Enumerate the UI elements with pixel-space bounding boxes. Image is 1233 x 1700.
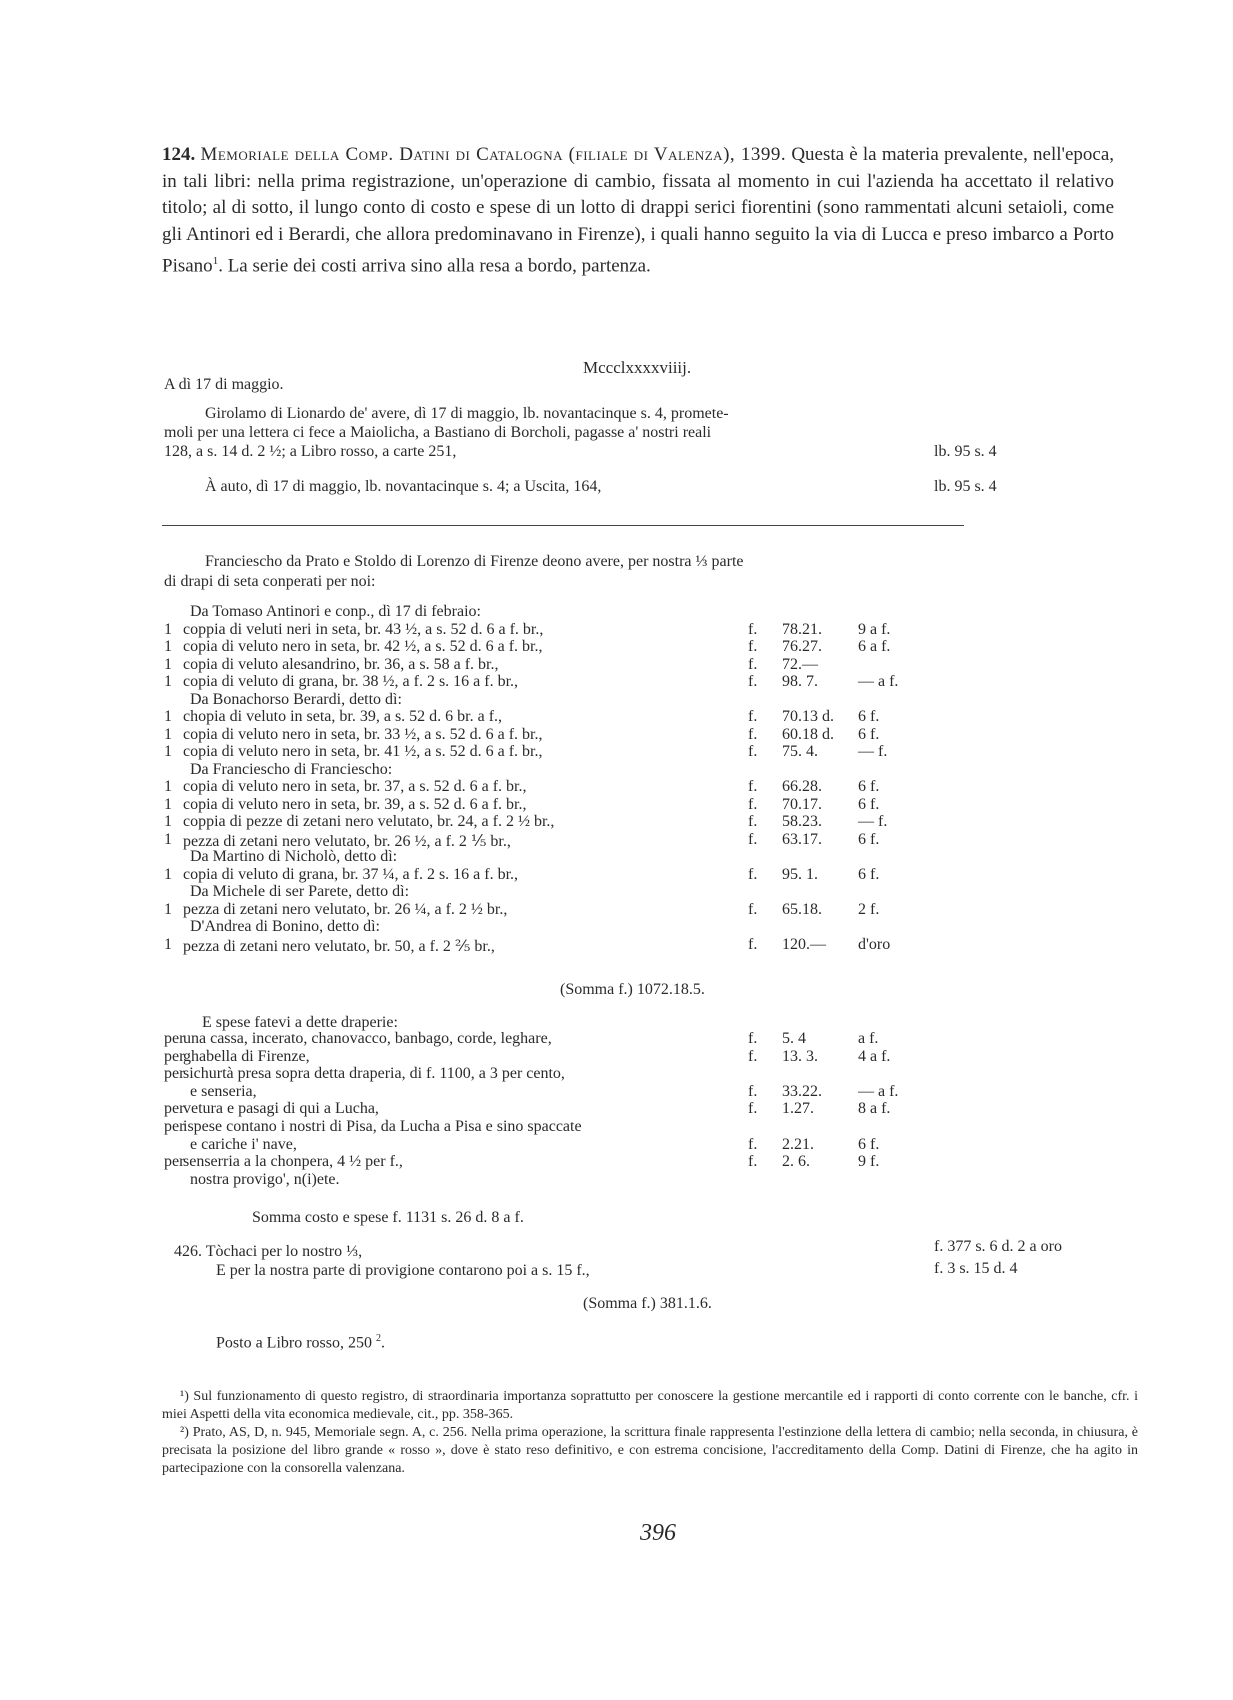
account-row-qty: 1 xyxy=(164,743,172,760)
spese-row-description: nostra provigo', n(i)ete. xyxy=(190,1170,340,1188)
spese-row-description: una cassa, incerato, chanovacco, banbago, corde, leghare, xyxy=(183,1030,552,1047)
spese-row-qty: per xyxy=(164,1118,185,1135)
account-row-qty: 1 xyxy=(164,620,172,638)
spese-row-denom: 8 a f. xyxy=(858,1100,891,1118)
spese-total: Somma costo e spese f. 1131 s. 26 d. 8 a f. xyxy=(252,1209,524,1226)
spese-row-currency: f. xyxy=(748,1047,758,1065)
entry-number: 124. xyxy=(162,144,196,165)
spese-row-qty: per xyxy=(164,1153,185,1171)
account-row-denom: 9 a f. xyxy=(858,620,891,638)
account-row-description: copia di veluto nero in seta, br. 37, a s. 52 d. 6 a f. br., xyxy=(183,778,527,795)
spese-row-denom: 6 f. xyxy=(858,1135,880,1153)
spese-row-denom: a f. xyxy=(858,1030,879,1047)
account-row-qty: 1 xyxy=(164,813,172,830)
account-row-qty: 1 xyxy=(164,830,172,848)
spese-heading: E spese fatevi a dette draperie: xyxy=(202,1014,398,1031)
spese-row-currency: f. xyxy=(748,1030,758,1047)
account-row-amount: 65.18. xyxy=(782,900,822,918)
year-heading: Mccclxxxxviiij. xyxy=(583,358,692,377)
account-row-denom: — a f. xyxy=(858,673,899,690)
account-row-amount: 66.28. xyxy=(782,778,822,795)
account-row-amount: 72.— xyxy=(782,655,818,673)
spese-row-description: ispese contano i nostri di Pisa, da Lucha a Pisa e sino spaccate xyxy=(183,1118,582,1135)
spese-row-qty: per xyxy=(164,1065,185,1083)
closing-amount2: f. 3 s. 15 d. 4 xyxy=(934,1260,1018,1277)
account-row-currency: f. xyxy=(748,795,758,813)
account-row-denom: — f. xyxy=(858,813,888,830)
closing-line2: E per la nostra parte di provigione contarono poi a s. 15 f., xyxy=(216,1262,590,1279)
account-row-denom: 6 f. xyxy=(858,778,880,795)
account-row-description: Da Bonachorso Berardi, detto dì: xyxy=(190,690,402,708)
spese-row-amount: 5. 4 xyxy=(782,1030,806,1047)
intro-paragraph xyxy=(162,142,1114,280)
spese-row-currency: f. xyxy=(748,1135,758,1153)
account-row-currency: f. xyxy=(748,673,758,690)
account-row-description: Da Martino di Nicholò, detto dì: xyxy=(190,848,398,865)
spese-row-qty: per xyxy=(164,1030,185,1047)
entry1-line2: moli per una lettera ci fece a Maiolicha, a Bastiano di Borcholi, pagasse a' nostri reali xyxy=(164,424,712,441)
spese-row-description: ghabella di Firenze, xyxy=(183,1047,310,1065)
intro-text-end: . La serie dei costi arriva sino alla resa a bordo, partenza. xyxy=(218,255,651,277)
account-row-description: copia di veluto alesandrino, br. 36, a s. 58 a f. br., xyxy=(183,655,499,673)
account-row-denom: 6 f. xyxy=(858,865,880,883)
footnote-ref-2[interactable]: 2 xyxy=(376,1333,381,1344)
account-row-denom: 6 f. xyxy=(858,795,880,813)
account-row-currency: f. xyxy=(748,620,758,638)
account-row-denom: d'oro xyxy=(858,935,891,953)
account-row-description: Da Michele di ser Parete, detto dì: xyxy=(190,883,410,900)
entry1-line1: Girolamo di Lionardo de' avere, dì 17 di maggio, lb. novantacinque s. 4, promete- xyxy=(205,405,729,422)
account-row-currency: f. xyxy=(748,900,758,918)
account-row-description: chopia di veluto in seta, br. 39, a s. 52 d. 6 br. a f., xyxy=(183,708,503,725)
account-row-description: Da Tomaso Antinori e conp., dì 17 di febraio: xyxy=(190,603,481,620)
footnote-ref-1[interactable]: 1 xyxy=(212,255,219,267)
spese-row-amount: 33.22. xyxy=(782,1082,822,1100)
account-row-description: copia di veluto nero in seta, br. 42 ½, a s. 52 d. 6 a f. br., xyxy=(183,638,543,655)
account-row-qty: 1 xyxy=(164,778,172,795)
account-row-currency: f. xyxy=(748,725,758,743)
spese-row-denom: 9 f. xyxy=(858,1153,880,1171)
account-row-qty: 1 xyxy=(164,638,172,655)
account-row-denom: 6 f. xyxy=(858,708,880,725)
footnote-2: ²) Prato, AS, D, n. 945, Memoriale segn. A, c. 256. Nella prima operazione, la scrittura finale rappresenta l'estinzione della lettera di cambio; nella seconda, in chiusura, è precisata la posizione del libro grande « rosso », dove è stato reso definitivo, e con estrema concisione, l'accreditamento della Comp. Datini di Firenze, che ha agito in partecipazione con la consorella valenzana. xyxy=(162,1425,1138,1476)
spese-row-denom: 4 a f. xyxy=(858,1047,891,1065)
entry-title: Memoriale della Comp. Datini di Catalogna (filiale di Valenza), 1399. xyxy=(200,144,787,165)
spese-row-amount: 13. 3. xyxy=(782,1047,818,1065)
entry1-amount1: lb. 95 s. 4 xyxy=(934,443,997,460)
account-row-description: pezza di zetani nero velutato, br. 26 ½, a f. 2 ⅕ br., xyxy=(183,832,511,850)
spese-row-amount: 2. 6. xyxy=(782,1153,810,1171)
account-row-currency: f. xyxy=(748,778,758,795)
closing-amount1: f. 377 s. 6 d. 2 a oro xyxy=(934,1238,1062,1255)
spese-row-currency: f. xyxy=(748,1153,758,1171)
account-row-amount: 63.17. xyxy=(782,830,822,848)
divider-line xyxy=(162,525,964,526)
account-row-denom: — f. xyxy=(858,743,888,760)
account-row-currency: f. xyxy=(748,708,758,725)
page-number: 396 xyxy=(640,1520,676,1546)
account-row-amount: 78.21. xyxy=(782,620,822,638)
closing-total: (Somma f.) 381.1.6. xyxy=(583,1295,712,1312)
account-row-qty: 1 xyxy=(164,655,172,673)
account-row-qty: 1 xyxy=(164,708,172,725)
account-row-qty: 1 xyxy=(164,673,172,690)
account-row-amount: 76.27. xyxy=(782,638,822,655)
spese-row-amount: 2.21. xyxy=(782,1135,814,1153)
spese-row-description: sichurtà presa sopra detta draperia, di f. 1100, a 3 per cento, xyxy=(183,1065,565,1083)
account-row-qty: 1 xyxy=(164,725,172,743)
spese-row-denom: — a f. xyxy=(858,1082,899,1100)
account-row-currency: f. xyxy=(748,813,758,830)
posto-text: Posto a Libro rosso, 250 xyxy=(216,1334,372,1352)
account-row-amount: 60.18 d. xyxy=(782,725,834,743)
closing-line1: 426. Tòchaci per lo nostro ⅓, xyxy=(174,1243,363,1260)
intro-text: Questa è la materia prevalente, nell'epoca, in tali libri: nella prima registrazione, un'operazione di cambio, fissata al momento in cui l'azienda ha accettato il relativo titolo; al di sotto, il lungo conto di costo e spese di un lotto di drappi serici fiorentini (sono rammentati alcuni setaioli, come gli Antinori ed i Berardi, che allora predominavano in Firenze), i quali hanno seguito la via di Lucca e preso imbarco a Porto Pisano xyxy=(162,144,1115,277)
account-row-description: copia di veluto nero in seta, br. 41 ½, a s. 52 d. 6 a f. br., xyxy=(183,743,543,760)
account-row-amount: 75. 4. xyxy=(782,743,818,760)
entry1-line4: À auto, dì 17 di maggio, lb. novantacinque s. 4; a Uscita, 164, xyxy=(205,478,602,495)
account-row-description: Da Franciescho di Franciescho: xyxy=(190,760,393,778)
account-total: (Somma f.) 1072.18.5. xyxy=(560,981,705,998)
account-row-denom: 6 f. xyxy=(858,830,880,848)
account-row-currency: f. xyxy=(748,865,758,883)
posto-end: . xyxy=(381,1334,385,1352)
account-row-currency: f. xyxy=(748,935,758,953)
spese-row-description: e senseria, xyxy=(190,1082,257,1100)
account-row-amount: 95. 1. xyxy=(782,865,818,883)
account-row-amount: 70.17. xyxy=(782,795,822,813)
account-row-description: coppia di veluti neri in seta, br. 43 ½, a s. 52 d. 6 a f. br., xyxy=(183,620,544,638)
spese-row-currency: f. xyxy=(748,1082,758,1100)
account-row-description: pezza di zetani nero velutato, br. 50, a f. 2 ⅖ br., xyxy=(183,937,495,955)
spese-row-qty: per xyxy=(164,1100,185,1118)
account-row-description: pezza di zetani nero velutato, br. 26 ¼, a f. 2 ½ br., xyxy=(183,900,508,918)
account-row-qty: 1 xyxy=(164,900,172,918)
account-row-currency: f. xyxy=(748,830,758,848)
account-row-description: copia di veluto di grana, br. 37 ¼, a f. 2 s. 16 a f. br., xyxy=(183,865,519,883)
account-heading-line2: di drapi di seta conperati per noi: xyxy=(164,573,376,590)
account-row-amount: 120.— xyxy=(782,935,826,953)
spese-row-description: e cariche i' nave, xyxy=(190,1135,297,1153)
account-row-amount: 98. 7. xyxy=(782,673,818,690)
spese-row-currency: f. xyxy=(748,1100,758,1118)
account-row-description: copia di veluto nero in seta, br. 33 ½, a s. 52 d. 6 a f. br., xyxy=(183,725,543,743)
account-row-description: coppia di pezze di zetani nero velutato, br. 24, a f. 2 ½ br., xyxy=(183,813,555,830)
entry1-amount2: lb. 95 s. 4 xyxy=(934,478,997,495)
account-row-description: copia di veluto di grana, br. 38 ½, a f. 2 s. 16 a f. br., xyxy=(183,673,519,690)
account-row-amount: 70.13 d. xyxy=(782,708,834,725)
posto-line xyxy=(216,1333,385,1352)
footnote-1: ¹) Sul funzionamento di questo registro, di straordinaria importanza soprattutto per conoscere la gestione mercantile ed i rapporti di conto corrente con le banche, cfr. i miei Aspetti della vita economica medievale, cit., pp. 358-365. xyxy=(162,1389,1138,1422)
account-heading-line1: Franciescho da Prato e Stoldo di Lorenzo di Firenze deono avere, per nostra ⅓ parte xyxy=(205,553,744,570)
account-row-denom: 6 f. xyxy=(858,725,880,743)
account-row-denom: 6 a f. xyxy=(858,638,891,655)
account-row-currency: f. xyxy=(748,638,758,655)
entry1-line3: 128, a s. 14 d. 2 ½; a Libro rosso, a carte 251, xyxy=(164,443,457,460)
spese-row-description: senserria a la chonpera, 4 ½ per f., xyxy=(183,1153,403,1171)
spese-row-amount: 1.27. xyxy=(782,1100,814,1118)
spese-row-qty: per xyxy=(164,1047,185,1065)
footnotes xyxy=(162,1388,1138,1478)
account-row-description: copia di veluto nero in seta, br. 39, a s. 52 d. 6 a f. br., xyxy=(183,795,527,813)
account-row-currency: f. xyxy=(748,655,758,673)
account-row-denom: 2 f. xyxy=(858,900,880,918)
account-row-qty: 1 xyxy=(164,865,172,883)
account-row-qty: 1 xyxy=(164,795,172,813)
account-row-currency: f. xyxy=(748,743,758,760)
account-row-description: D'Andrea di Bonino, detto dì: xyxy=(190,918,380,935)
account-row-amount: 58.23. xyxy=(782,813,822,830)
account-row-qty: 1 xyxy=(164,935,172,953)
entry-date: A dì 17 di maggio. xyxy=(164,376,284,393)
spese-row-description: vetura e pasagi di qui a Lucha, xyxy=(183,1100,379,1118)
